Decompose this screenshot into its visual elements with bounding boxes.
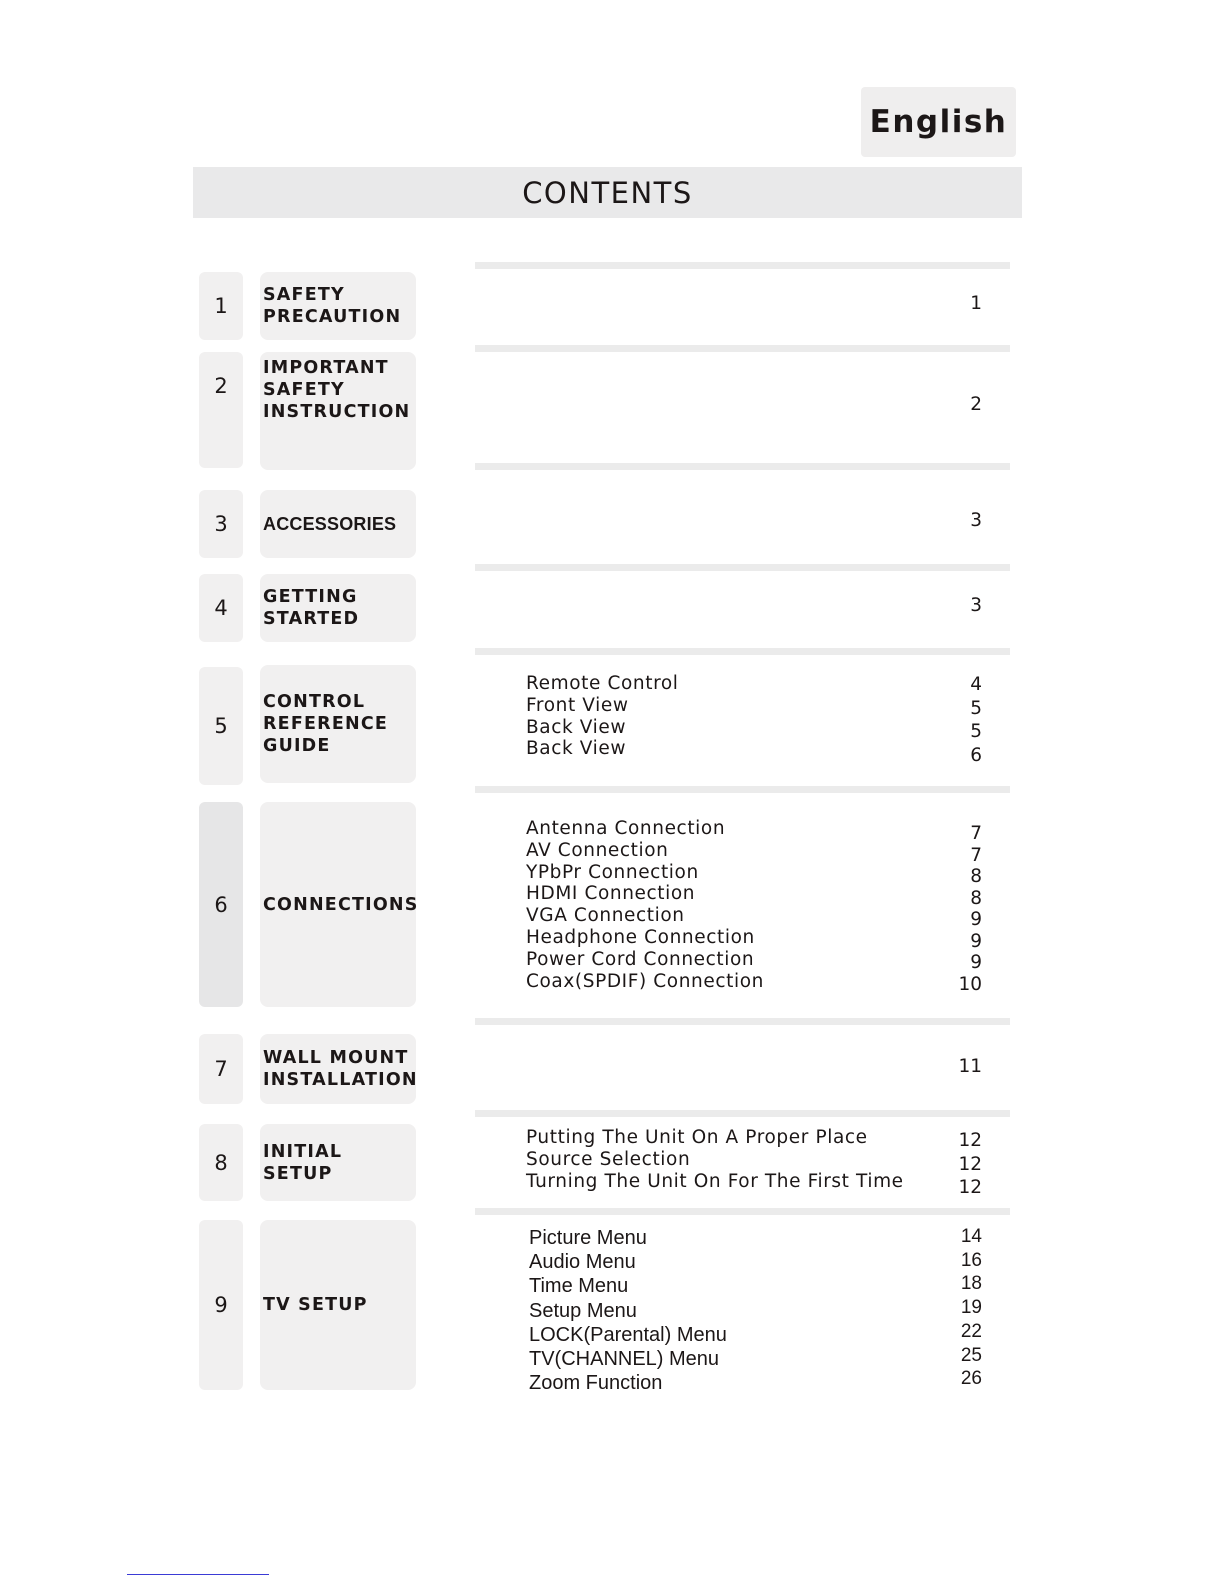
page-list xyxy=(940,510,982,531)
page-number: 19 xyxy=(960,1297,982,1319)
list-item: TV(CHANNEL) Menu xyxy=(529,1348,720,1371)
list-item: YPbPr Connection xyxy=(526,861,699,883)
page-number: 7 xyxy=(970,844,982,866)
item-list xyxy=(529,1226,727,1395)
list-item: Headphone Connection xyxy=(526,926,755,948)
page-number: 11 xyxy=(958,1056,982,1077)
page-number: 12 xyxy=(958,1177,982,1198)
page-number: 22 xyxy=(960,1320,982,1342)
section-title: TV SETUP xyxy=(260,1220,416,1390)
page-number: 14 xyxy=(960,1226,982,1247)
section-divider xyxy=(475,262,1010,269)
list-item: Audio Menu xyxy=(529,1251,636,1274)
list-item: Back View xyxy=(526,716,627,738)
section-divider xyxy=(475,786,1010,793)
section-number: 2 xyxy=(199,352,243,468)
section-number: 7 xyxy=(199,1034,243,1104)
page-number: 26 xyxy=(960,1368,982,1390)
list-item: Time Menu xyxy=(529,1275,629,1298)
section-number: 3 xyxy=(199,490,243,558)
section-divider xyxy=(475,463,1010,470)
language-badge: English xyxy=(861,87,1016,157)
list-item: Zoom Function xyxy=(529,1372,663,1395)
section-divider xyxy=(475,1018,1010,1025)
item-list xyxy=(526,1127,904,1192)
page-number: 6 xyxy=(970,744,982,766)
page-list xyxy=(940,595,982,616)
section-divider xyxy=(475,1110,1010,1117)
page-number: 10 xyxy=(958,973,982,995)
section-number: 5 xyxy=(199,667,243,785)
page-number: 12 xyxy=(958,1130,982,1151)
list-item: LOCK(Parental) Menu xyxy=(529,1323,727,1346)
section-title: INITIAL SETUP xyxy=(260,1124,416,1201)
page-number: 8 xyxy=(970,866,982,887)
section-number: 1 xyxy=(199,272,243,340)
page-number: 18 xyxy=(960,1273,982,1295)
section-divider xyxy=(475,345,1010,352)
list-item: Coax(SPDIF) Connection xyxy=(526,970,764,992)
item-list xyxy=(526,673,679,760)
page-number: 9 xyxy=(970,930,982,952)
section-title: SAFETY PRECAUTION xyxy=(260,272,416,340)
list-item: AV Connection xyxy=(526,839,669,861)
page-number: 9 xyxy=(970,952,982,973)
list-item: VGA Connection xyxy=(526,905,685,927)
list-item: Remote Control xyxy=(526,673,679,694)
section-title: CONTROL REFERENCE GUIDE xyxy=(260,665,416,783)
page-number: 9 xyxy=(970,909,982,930)
page-number: 4 xyxy=(970,674,982,695)
section-number: 8 xyxy=(199,1124,243,1201)
page-number: 7 xyxy=(970,823,982,844)
page-number: 1 xyxy=(970,293,982,314)
page-number: 3 xyxy=(970,595,982,616)
page-list xyxy=(940,394,982,415)
page-list xyxy=(940,293,982,314)
page-number: 5 xyxy=(970,721,982,742)
list-item: Antenna Connection xyxy=(526,818,726,839)
page-number: 3 xyxy=(970,510,982,531)
section-number: 6 xyxy=(199,802,243,1007)
page-number: 25 xyxy=(960,1344,982,1366)
list-item: HDMI Connection xyxy=(526,883,696,905)
section-divider xyxy=(475,648,1010,655)
section-title: IMPORTANT SAFETY INSTRUCTION xyxy=(260,352,416,470)
page-list xyxy=(940,673,982,767)
list-item: Putting The Unit On A Proper Place xyxy=(526,1127,868,1148)
page-list xyxy=(940,1056,982,1077)
item-list xyxy=(526,818,764,992)
list-item: Setup Menu xyxy=(529,1299,637,1322)
page-number: 8 xyxy=(970,887,982,909)
section-divider xyxy=(475,564,1010,571)
list-item: Back View xyxy=(526,738,627,760)
section-title: WALL MOUNT INSTALLATION xyxy=(260,1034,416,1104)
list-item: Picture Menu xyxy=(529,1227,647,1249)
section-title: ACCESSORIES xyxy=(260,490,416,558)
page-number: 16 xyxy=(960,1249,982,1271)
section-title: GETTING STARTED xyxy=(260,574,416,642)
page-list xyxy=(940,823,982,995)
page-number: 5 xyxy=(970,697,982,719)
section-number: 9 xyxy=(199,1220,243,1390)
page-number: 2 xyxy=(970,394,982,415)
footer-link-underline[interactable] xyxy=(127,1574,269,1575)
page-list xyxy=(940,1225,982,1391)
list-item: Turning The Unit On For The First Time xyxy=(526,1170,904,1192)
contents-heading: CONTENTS xyxy=(193,167,1022,218)
list-item: Front View xyxy=(526,694,629,716)
section-divider xyxy=(475,1208,1010,1215)
list-item: Source Selection xyxy=(526,1148,691,1170)
list-item: Power Cord Connection xyxy=(526,948,755,970)
page-list xyxy=(940,1129,982,1200)
page-number: 12 xyxy=(958,1153,982,1175)
section-title: CONNECTIONS xyxy=(260,802,416,1007)
section-number: 4 xyxy=(199,574,243,642)
